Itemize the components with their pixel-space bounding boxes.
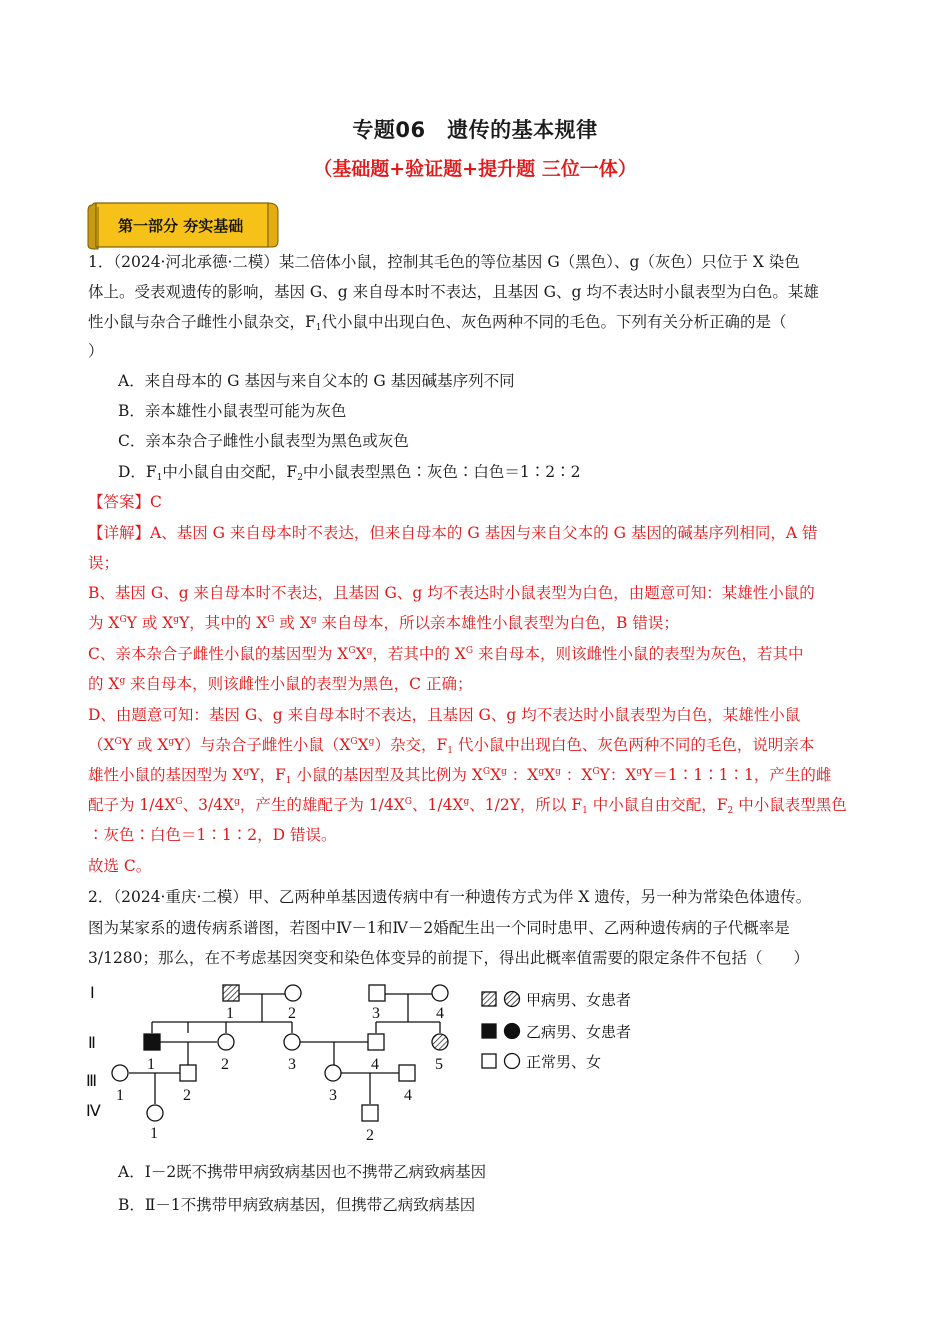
page-subtitle: （基础题+验证题+提升题 三位一体） (313, 158, 637, 180)
q2-option-a: A．Ⅰ－2既不携带甲病致病基因也不携带乙病致病基因 (118, 1163, 487, 1181)
q1-option-d: D．$F_1$中小鼠自由交配，$F_2$中小鼠表型黑色∶灰色∶白色＝1∶2∶2 (118, 463, 581, 483)
ped-iii4-male (399, 1065, 415, 1081)
ped-number: 2 (366, 1127, 374, 1144)
q1-explanation-line: 配子为 $1/4X^G$、$3/4X^g$，产生的雄配子为 $1/4X^G$、$1/4X^g$、1/2Y，所以 $F_1$ 中小鼠自由交配，$F_2$ 中小鼠表型黑色 (88, 796, 847, 816)
q1-explanation-line: D、由题意可知：基因 G、g 来自母本时不表达，且基因 G、g 均不表达时小鼠表型为白色，某雄性小鼠 (88, 706, 801, 724)
q1-explanation-line: 的 $X^g$ 来自母本，则该雌性小鼠的表型为黑色，C 正确； (88, 675, 473, 693)
legend-disease-a-male-icon (482, 992, 496, 1006)
ped-number: 1 (226, 1005, 234, 1022)
q1-answer: 【答案】C (88, 493, 162, 511)
q1-stem-line: 性小鼠与杂合子雌性小鼠杂交，$F_1$代小鼠中出现白色、灰色两种不同的毛色。下列有关分析正确的是（ (88, 313, 787, 333)
legend-label: 乙病男、女患者 (526, 1023, 632, 1041)
q2-stem-line: 2．（2024·重庆·二模）甲、乙两种单基因遗传病中有一种遗传方式为伴 X 遗传，另一种为常染色体遗传。 (88, 888, 812, 906)
ped-number: 2 (183, 1087, 191, 1104)
q1-stem-line: 体上。受表观遗传的影响，基因 G、g 来自母本时不表达，且基因 G、g 均不表达时小鼠表型为白色。某雄 (88, 283, 819, 301)
q2-option-b: B．Ⅱ－1不携带甲病致病基因，但携带乙病致病基因 (118, 1196, 476, 1214)
ped-ii1-male-disease-b (144, 1034, 160, 1050)
q1-explanation-line: B、基因 G、g 来自母本时不表达，且基因 G、g 均不表达时小鼠表型为白色，由题意可知：某雄性小鼠的 (88, 584, 815, 602)
ped-iii2-male (180, 1065, 196, 1081)
q2-stem-line: 图为某家系的遗传病系谱图，若图中Ⅳ－1和Ⅳ－2婚配生出一个同时患甲、乙两种遗传病的子代概率是 (88, 919, 790, 937)
ped-i4-female (432, 985, 448, 1001)
q1-explanation-line: 【详解】A、基因 G 来自母本时不表达，但来自母本的 G 基因与来自父本的 G 基因的碱基序列相同，A 错 (88, 524, 818, 542)
q1-conclusion: 故选 C。 (88, 857, 152, 875)
q1-explanation-line: 误； (88, 554, 120, 572)
pedigree-diagram (80, 978, 670, 1144)
legend-normal-male-icon (482, 1054, 496, 1068)
pedigree-legend (482, 991, 631, 1071)
legend-label: 甲病男、女患者 (526, 991, 632, 1009)
ped-number: 4 (404, 1087, 412, 1104)
ped-iii1-female (112, 1065, 128, 1081)
ped-iii3-female (325, 1065, 341, 1081)
gen-label: Ⅰ (90, 985, 95, 1002)
legend-disease-b-male-icon (482, 1024, 496, 1038)
ped-ii4-male (368, 1034, 384, 1050)
ped-i2-female (285, 985, 301, 1001)
ped-number: 1 (116, 1087, 124, 1104)
legend-label: 正常男、女 (526, 1053, 602, 1071)
ped-number: 3 (329, 1087, 337, 1104)
q1-stem-line: 1．（2024·河北承德·二模）某二倍体小鼠，控制其毛色的等位基因 G（黑色）、g（灰色）只位于 X 染色 (88, 253, 800, 271)
q1-option-c: C．亲本杂合子雌性小鼠表型为黑色或灰色 (118, 432, 409, 450)
legend-disease-b-female-icon (505, 1024, 520, 1039)
q1-explanation-line: 雄性小鼠的基因型为 $X^gY$，$F_1$ 小鼠的基因型及其比例为 $X^GX^g$ ：$X^gX^g$ ：$X^GY$：$X^gY=1∶1∶1∶1$，产生的雌 (88, 766, 832, 786)
ped-number: 4 (371, 1056, 379, 1073)
ped-number: 5 (435, 1056, 443, 1073)
ped-iv1-female (147, 1105, 163, 1121)
q1-explanation-line: 为 $X^GY$ 或 $X^gY$，其中的 $X^G$ 或 $X^g$ 来自母本，所以亲本雄性小鼠表型为白色，B 错误； (88, 614, 679, 632)
q1-option-a: A．来自母本的 G 基因与来自父本的 G 基因碱基序列不同 (118, 372, 515, 390)
ped-iv2-male (362, 1105, 378, 1121)
q2-stem-line: 3/1280；那么，在不考虑基因突变和染色体变异的前提下，得出此概率值需要的限定条件不包括（ ） (88, 949, 810, 967)
ped-ii5-female-disease-a (432, 1034, 448, 1050)
legend-disease-a-female-icon (505, 992, 520, 1007)
q1-option-b: B．亲本雄性小鼠表型可能为灰色 (118, 402, 347, 420)
ped-number: 2 (221, 1056, 229, 1073)
ped-number: 2 (288, 1005, 296, 1022)
page-title: 专题06 遗传的基本规律 (352, 118, 598, 142)
q1-explanation-line: C、亲本杂合子雌性小鼠的基因型为 $X^GX^g$，若其中的 $X^G$ 来自母本，则该雌性小鼠的表型为灰色，若其中 (88, 645, 804, 663)
q1-stem-line: ） (88, 342, 104, 360)
ped-number: 4 (436, 1005, 444, 1022)
ped-number: 3 (288, 1056, 296, 1073)
gen-label: Ⅳ (86, 1103, 101, 1120)
ped-i3-male (369, 985, 385, 1001)
q1-explanation-line: ∶灰色∶白色＝1∶1∶2，D 错误。 (88, 826, 337, 844)
legend-normal-female-icon (505, 1054, 520, 1069)
ped-ii2-female (218, 1034, 234, 1050)
ped-number: 3 (372, 1005, 380, 1022)
ped-ii3-female (284, 1034, 300, 1050)
section-label: 第一部分 夯实基础 (118, 217, 244, 235)
ped-number: 1 (147, 1056, 155, 1073)
ped-i1-male-disease-a (223, 985, 239, 1001)
ped-number: 1 (150, 1125, 158, 1142)
q1-explanation-line: （$X^GY$ 或 $X^gY$）与杂合子雌性小鼠$(X^GX^g)$杂交，$F_1$ 代小鼠中出现白色、灰色两种不同的毛色，说明亲本 (88, 736, 815, 756)
pedigree-lines (129, 994, 440, 1104)
gen-label: Ⅲ (86, 1073, 98, 1090)
gen-label: Ⅱ (88, 1035, 96, 1052)
